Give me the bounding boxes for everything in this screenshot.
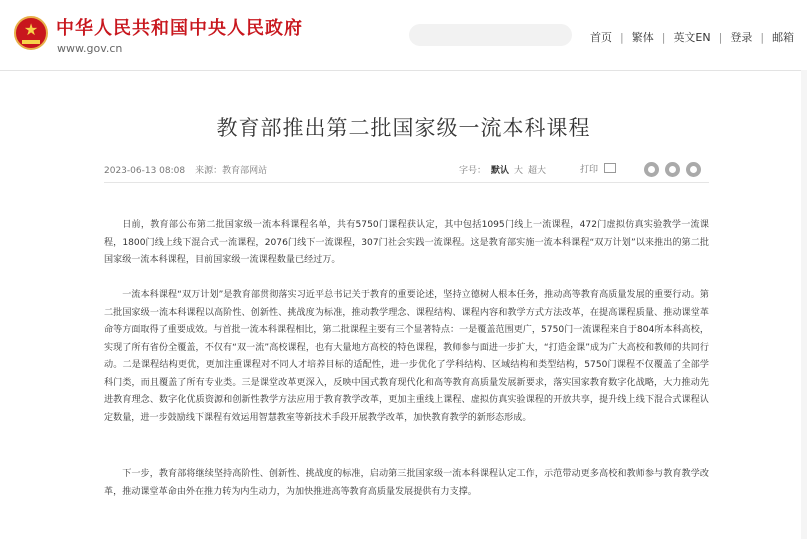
source-label: 来源： <box>195 166 223 176</box>
share-icon[interactable] <box>686 162 701 177</box>
wechat-icon[interactable] <box>665 162 680 177</box>
site-header <box>0 0 807 71</box>
article-paragraph: 日前，教育部公布第二批国家级一流本科课程名单，共有5750门课程获认定，其中包括1095门线上一流课程，472门虚拟仿真实验教学一流课程，1800门线上线下混合式一流课程，2076门线下一流课程，307门社会实践一流课程。这是教育部实施一流本科课程“双万计划”以来推出的第二批国家级一流本科课程，目前国家级一流课程数量已经过万。 <box>104 220 709 265</box>
share-bar <box>644 159 707 178</box>
nav-separator: | <box>620 31 624 44</box>
nav-home[interactable]: 首页 <box>590 31 612 44</box>
nav-mail[interactable]: 邮箱 <box>772 31 795 44</box>
printer-icon <box>604 163 616 173</box>
publish-date: 2023-06-13 08:08 <box>104 166 186 176</box>
article-title: 教育部推出第二批国家级一流本科课程 <box>216 116 591 140</box>
print-label: 打印 <box>580 165 599 175</box>
weibo-icon[interactable] <box>644 162 659 177</box>
meta-divider <box>104 182 709 183</box>
font-size-label: 字号： <box>459 166 487 176</box>
article-meta <box>104 163 267 176</box>
article-paragraph: 下一步，教育部将继续坚持高阶性、创新性、挑战度的标准，启动第三批国家级一流本科课程认定工作，示范带动更多高校和教师参与教育教学改革，推动课堂革命由外在推力转为内生动力，为加快推进高等教育高质量发展提供有力支撑。 <box>104 469 709 497</box>
source-name: 教育部网站 <box>222 166 268 176</box>
site-title[interactable]: 中华人民共和国中央人民政府 <box>56 18 303 39</box>
nav-login[interactable]: 登录 <box>730 31 753 44</box>
nav-separator: | <box>760 31 765 44</box>
font-large-option[interactable]: 大 <box>514 166 524 176</box>
nav-separator: | <box>661 31 666 44</box>
nav-traditional[interactable]: 繁体 <box>631 31 654 44</box>
font-size-control <box>459 163 546 176</box>
national-emblem-icon[interactable]: ★ <box>14 16 48 50</box>
font-xlarge-option[interactable]: 超大 <box>528 166 547 176</box>
nav-english[interactable]: 英文EN <box>673 31 711 44</box>
nav-separator: | <box>718 31 723 44</box>
search-input[interactable] <box>409 24 572 46</box>
article-paragraph: 一流本科课程“双万计划”是教育部贯彻落实习近平总书记关于教育的重要论述，坚持立德树人根本任务，推动高等教育高质量发展的重要行动。第二批国家级一流本科课程以高阶性、创新性、挑战度为标准，推动教学理念、课程结构、课程内容和教学方式方法改革，在提高课程质量、推动课堂革命等方面取得了重要成效。与首批一流本科课程相比，第二批课程主要有三个显著特点：一是覆盖范围更广，5750门一流课程来自于804所本科高校，实现了所有省份全覆盖，不仅有“双一流”高校课程，也有大量地方高校的特色课程，教师参与面进一步扩大，“打造金课”成为广大高校和教师的共同行动。二是课程结构更优，更加注重课程对不同人才培养目标的适配性，进一步优化了学科结构、区域结构和类型结构，5750门课程不仅覆盖了全部学科门类，而且覆盖了所有专业类。三是课堂改革更深入，反映中国式教育现代化和高等教育高质量发展新要求，落实国家教育数字化战略，大力推动先进教育理念、数字化优质资源和创新性教学方法应用于教育教学改革，更加主重线上课程、虚拟仿真实验课程的开放共享，提升线上线下混合式课程认定数量，进一步鼓励线下课程有效运用智慧教室等新技术手段开展教学改革，加快教育教学的新形态形成。 <box>104 290 709 423</box>
top-nav <box>590 29 794 45</box>
site-url: www.gov.cn <box>57 42 123 55</box>
font-default-option[interactable]: 默认 <box>491 166 510 176</box>
print-button[interactable] <box>580 162 616 175</box>
